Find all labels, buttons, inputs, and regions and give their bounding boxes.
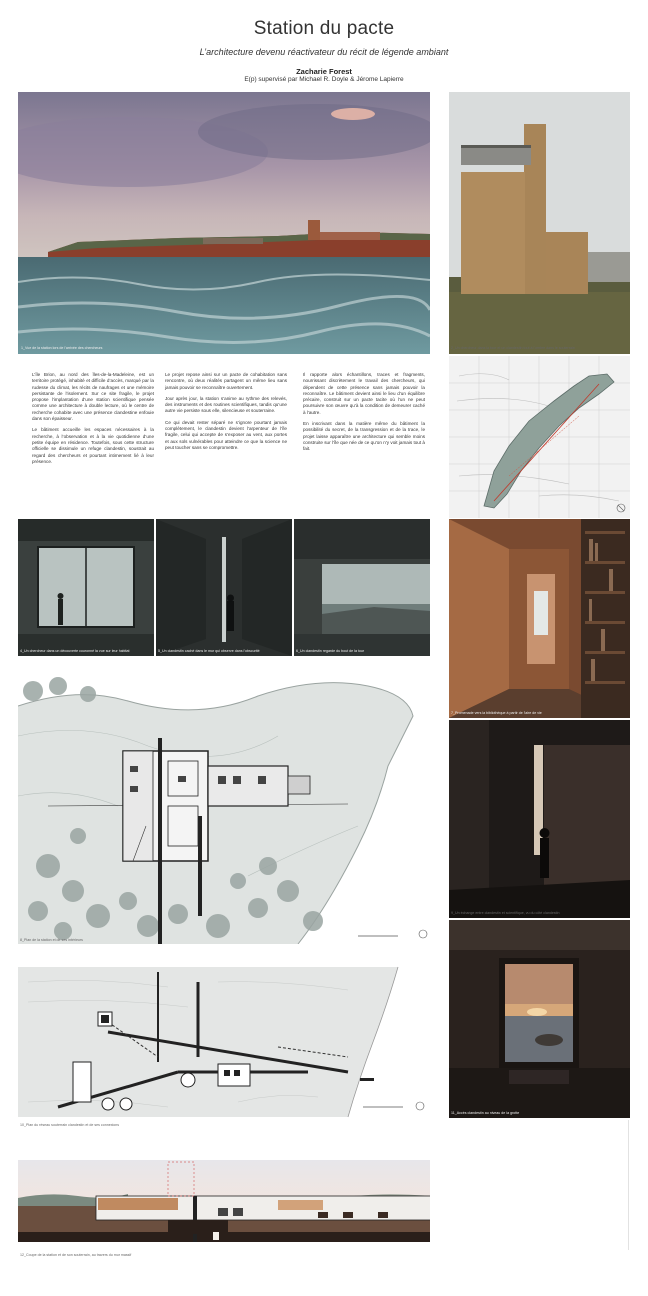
render-station-arrival (18, 92, 430, 354)
render-grotto-access (449, 920, 630, 1118)
supervisor-line: E(p) supervisé par Michael R. Doyle & Jérome Lapierre (244, 76, 404, 83)
caption-12: 12_Coupe de la station et de son souterrain, au travers du mur massif (20, 1253, 132, 1257)
paragraph: L’île Brion, au nord des Îles-de-la-Madeleine, est un territoire protégé, inhabité et difficile d’accès, marqué par la rudesse du climat, les récits de naufrages et une mémoire persistante de l’isolement. Sur ce site fragile, le projet propose l’implantation d’une station scientifique pensée comme une architecture à double lecture, où le centre de recherche cohabite avec une présence clandestine enfouie dans son épaisseur. (32, 372, 154, 422)
frame-divider (628, 1120, 629, 1250)
text-column-1 (32, 372, 154, 470)
station-plan (18, 676, 430, 944)
island-site-map (449, 356, 630, 518)
paragraph: Jour après jour, la station s’anime au rythme des relevés, des instruments et des routines scientifiques, tandis qu’une autre vie persiste sous elle, silencieuse et souterraine. (165, 395, 287, 414)
caption-1: 1_Vue de la station lors de l'arrivée des chercheurs (21, 346, 103, 350)
caption-5: 5_Un clandestin caché dans le mur qui observe dans l'obscurité (158, 649, 260, 653)
render-tower (449, 92, 630, 354)
render-researcher-view (18, 519, 154, 656)
render-exchange (449, 720, 630, 918)
caption-4: 4_Un chercheur dans un découverte couronné la vue sur leur habitat (20, 649, 130, 653)
paragraph: Il rapporte alors échantillons, traces et fragments, nourrissant discrètement le travail des chercheurs, qui dépendent de cette présence sans jamais pouvoir la reconnaître. Le bâtiment devient ainsi le lieu d’un équilibre précaire, construit sur un pacte tacite où l’un ne peut poursuivre son œuvre qu’à la condition de demeurer caché à l’autre. (303, 372, 425, 415)
caption-7: 7_Promenade vers la bibliothèque à partir de l'aire de vie (451, 711, 542, 715)
author-name: Zacharie Forest (296, 67, 352, 76)
caption-8: 8_Plan de la station et de ses intérieurs (20, 938, 83, 942)
caption-9: 9_Un échange entre clandestin et scientifique, vu du côté clandestin (451, 911, 560, 915)
page-subtitle: L’architecture devenu réactivateur du récit de légende ambiant (199, 47, 449, 57)
caption-10: 10_Plan du réseau souterrain clandestin et de ses connexions (20, 1123, 120, 1127)
text-column-2 (165, 372, 287, 456)
caption-2: 2_Un chercheur dans la tour et un clandestin tout à l'ombre dans le souterrain (451, 346, 575, 350)
paragraph: En inscrivant dans la matière même du bâtiment la possibilité du secret, de la transgression et de la trace, le projet laisse apparaître une architecture qui semble moins construite sur l’île que née de ce qu’on n’y voit jamais tout à fait. (303, 421, 425, 452)
page-title: Station du pacte (253, 18, 395, 39)
station-section (18, 1160, 430, 1260)
render-tower-lookout (294, 519, 430, 656)
caption-11: 11_Accès clandestin au niveau de la grotte (451, 1111, 520, 1115)
paragraph: Le projet repose ainsi sur un pacte de cohabitation sans rencontre, où deux réalités partagent un même lieu sans jamais pouvoir se reconnaître ouvertement. (165, 372, 287, 390)
render-hidden-wall (156, 519, 292, 656)
paragraph: Ce qui devait rester séparé ne s’ignore pourtant jamais complètement, le clandestin devient l’arpenteur de l’île fragile, celui qui accepte de s’exposer au vent, aux portes et aux sols vulnérables pour atteindre ce que la science ne peut toucher sans se compromettre. (165, 419, 287, 450)
caption-6: 6_Un clandestin regarde du bout de la tour (296, 649, 365, 653)
paragraph: Le bâtiment accueille les espaces nécessaires à la recherche, à l’observation et à la vie quotidienne d’une petite équipe en résidence. Toutefois, sous cette structure officielle se dissimule un refuge clandestin, soustrait au regard des chercheurs et pourtant intimement lié à leur présence. (32, 427, 154, 464)
text-column-3 (303, 372, 425, 458)
underground-network-plan (18, 962, 430, 1130)
render-library-corridor (449, 519, 630, 718)
